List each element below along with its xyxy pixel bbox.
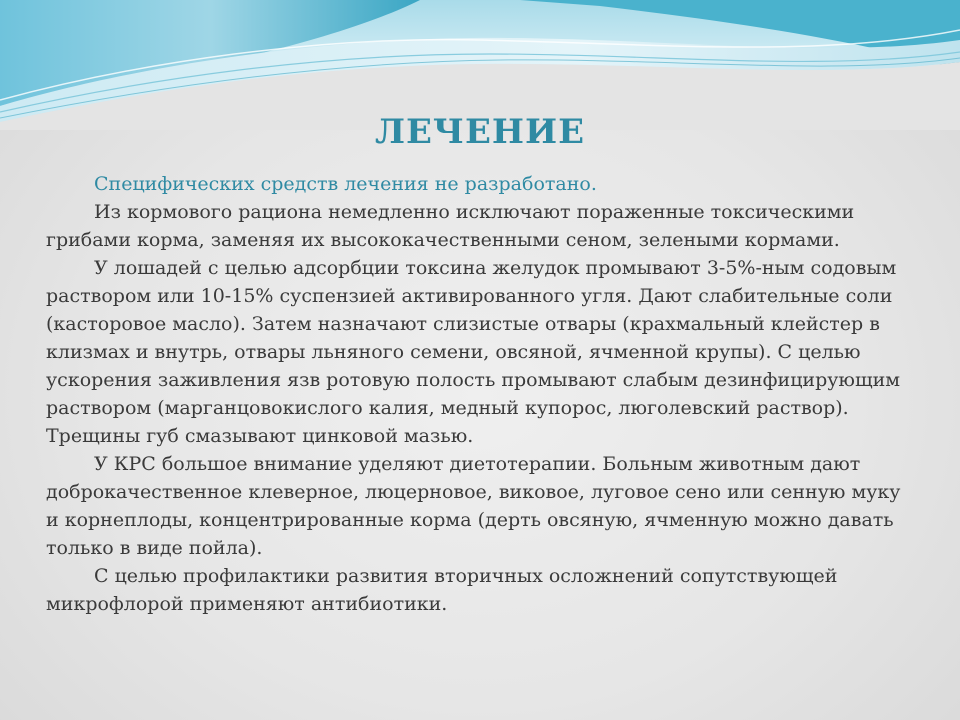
slide-title: ЛЕЧЕНИЕ <box>374 112 586 152</box>
paragraph-antibiotics: С целью профилактики развития вторичных осложнений сопутствующей микрофлорой применяют антибиотики. <box>46 565 838 615</box>
paragraph-cattle-diet: У КРС большое внимание уделяют диетотерапии. Больным животным дают доброкачественное клеверное, люцерновое, виковое, луговое сено или сенную муку и корнеплоды, концентрированные корма (дерть овсяную, ячменную можно давать только в виде пойла). <box>46 453 901 559</box>
paragraph-horses-treatment: У лошадей с целью адсорбции токсина желудок промывают 3-5%-ным содовым раствором или 10-15% суспензией активированного угля. Дают слабительные соли (касторовое масло). Затем назначают слизистые отвары (крахмальный клейстер в клизмах и внутрь, отвары льняного семени, овсяной, ячменной крупы). С целью ускорения заживления язв ротовую полость промывают слабым дезинфицирующим раствором (марганцовокислого калия, медный купорос, люголевский раствор). Трещины губ смазывают цинковой мазью. <box>46 257 901 447</box>
slide-body <box>46 170 916 618</box>
wave-header-decoration <box>0 0 960 130</box>
paragraph-diet-exclusion: Из кормового рациона немедленно исключают пораженные токсическими грибами корма, заменяя их высококачественными сеном, зелеными кормами. <box>46 201 855 251</box>
paragraph-intro: Специфических средств лечения не разработано. <box>94 173 597 195</box>
